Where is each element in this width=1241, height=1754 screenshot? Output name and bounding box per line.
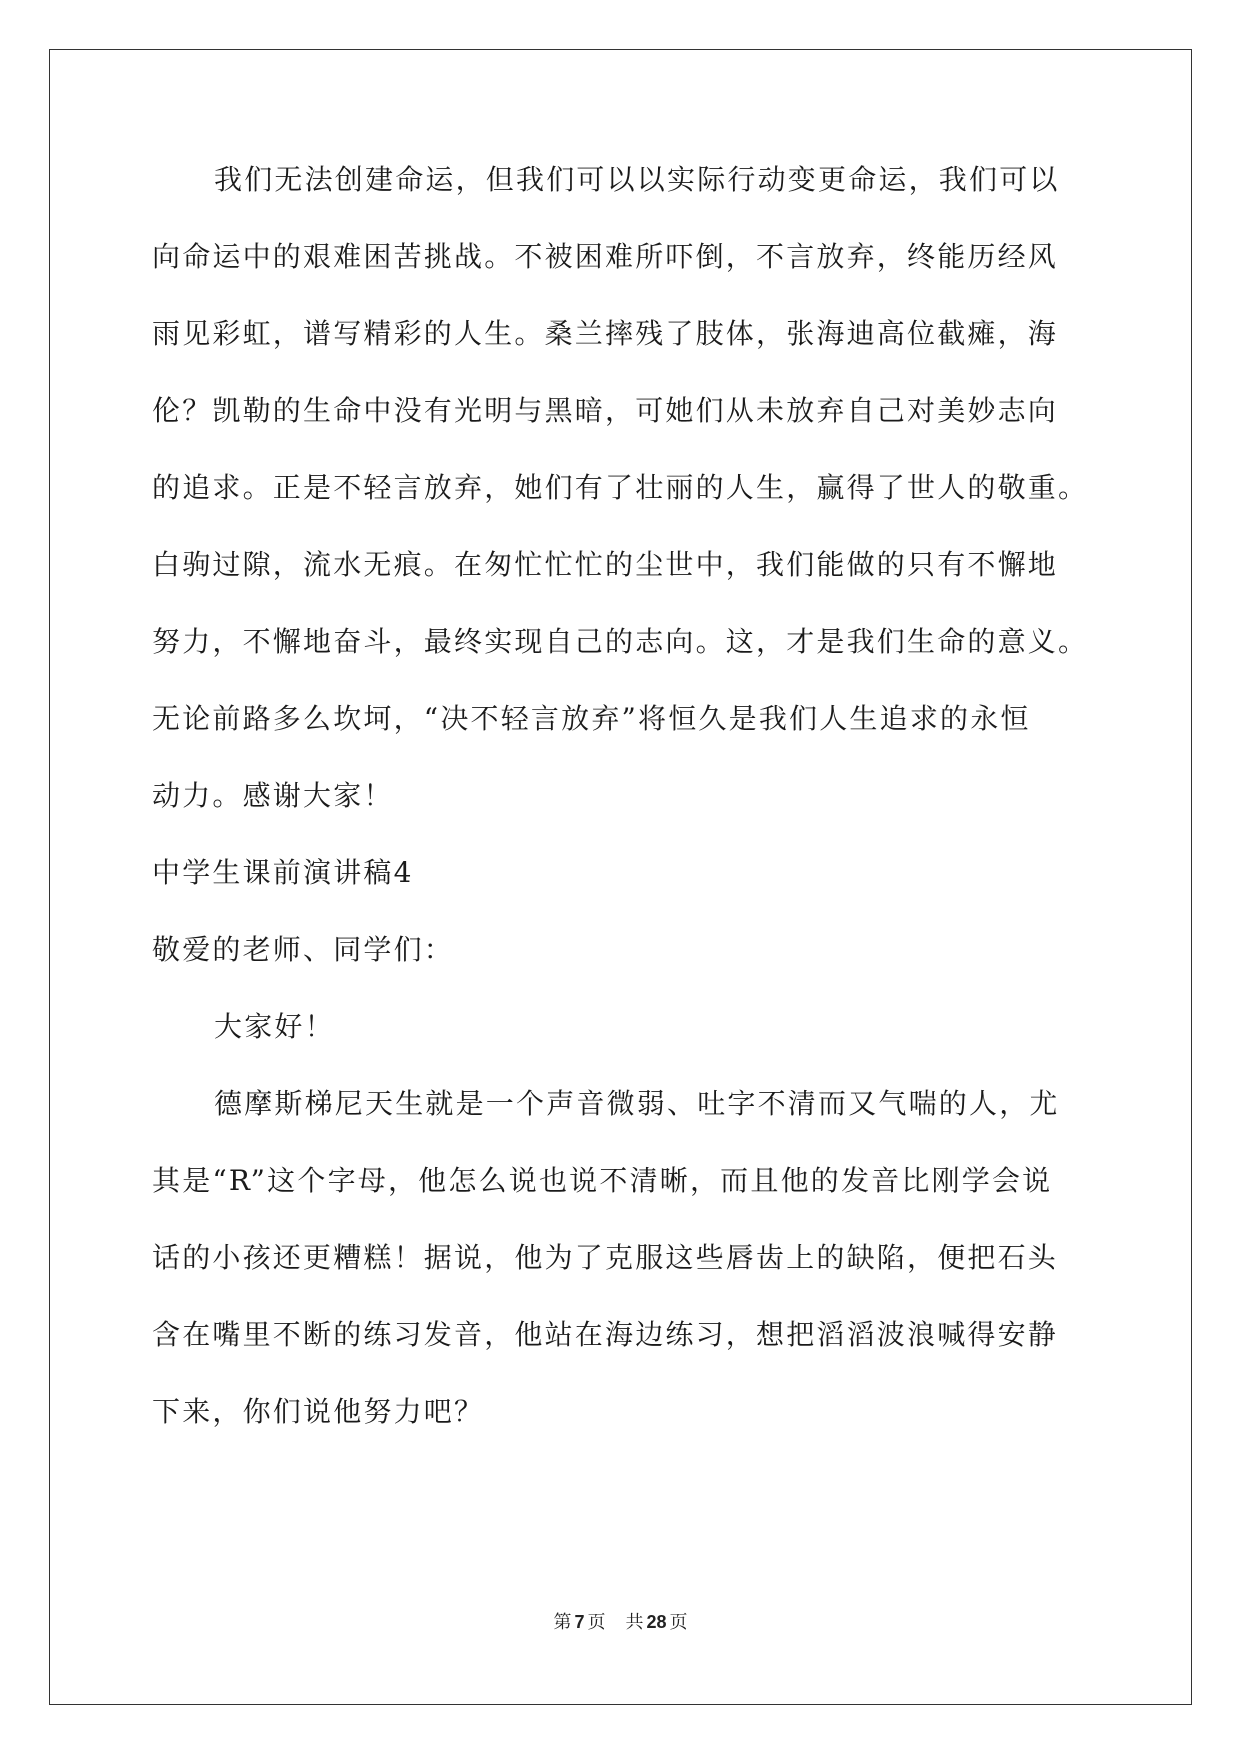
paragraph-line: 努力，不懈地奋斗，最终实现自己的志向。这，才是我们生命的意义。 [152,625,1089,658]
greeting: 大家好！ [214,1010,335,1043]
paragraph-line: 动力。感谢大家！ [152,779,394,812]
footer-page-label: 页 [587,1612,606,1633]
total-page-number: 28 [646,1612,667,1632]
section-heading: 中学生课前演讲稿4 [152,856,414,889]
paragraph-line: 含在嘴里不断的练习发音，他站在海边练习，想把滔滔波浪喊得安静 [152,1318,1059,1351]
page-footer [0,1610,1241,1635]
salutation: 敬爱的老师、同学们： [152,933,455,966]
footer-total-label: 页 [669,1612,688,1633]
paragraph-line: 白驹过隙，流水无痕。在匆忙忙忙的尘世中，我们能做的只有不懈地 [152,548,1059,581]
footer-total-prefix: 共 [625,1612,644,1633]
current-page-number: 7 [574,1612,585,1632]
paragraph-line: 雨见彩虹，谱写精彩的人生。桑兰摔残了肢体，张海迪高位截瘫，海 [152,317,1059,350]
footer-prefix: 第 [553,1612,572,1633]
paragraph-line: 话的小孩还更糟糕！据说，他为了克服这些唇齿上的缺陷，便把石头 [152,1241,1059,1274]
paragraph-line: 下来，你们说他努力吧？ [152,1395,485,1428]
paragraph-line: 向命运中的艰难困苦挑战。不被困难所吓倒，不言放弃，终能历经风 [152,240,1059,273]
paragraph-line: 的追求。正是不轻言放弃，她们有了壮丽的人生，赢得了世人的敬重。 [152,471,1089,504]
paragraph-line: 我们无法创建命运，但我们可以以实际行动变更命运，我们可以 [214,163,1060,196]
paragraph-line: 德摩斯梯尼天生就是一个声音微弱、吐字不清而又气喘的人，尤 [214,1087,1060,1120]
paragraph-line: 无论前路多么坎坷，“决不轻言放弃”将恒久是我们人生追求的永恒 [152,702,1031,735]
paragraph-line: 其是“R”这个字母，他怎么说也说不清晰，而且他的发音比刚学会说 [152,1164,1053,1197]
paragraph-line: 伦？凯勒的生命中没有光明与黑暗，可她们从未放弃自己对美妙志向 [152,394,1059,427]
